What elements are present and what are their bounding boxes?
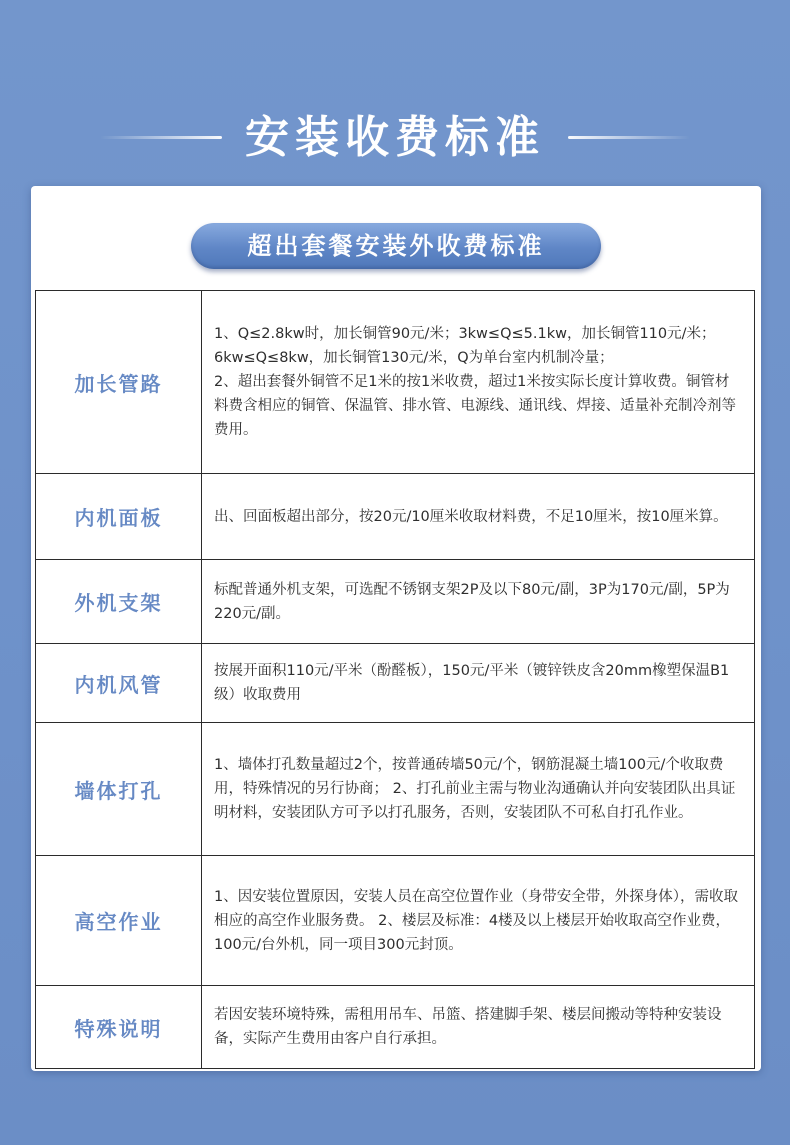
row-label: 内机风管 xyxy=(36,644,202,723)
row-content: 若因安装环境特殊，需租用吊车、吊篮、搭建脚手架、楼层间搬动等特种安装设备，实际产生费用由客户自行承担。 xyxy=(202,986,755,1069)
table-row xyxy=(36,560,755,644)
fee-card xyxy=(31,186,761,1071)
row-label: 特殊说明 xyxy=(36,986,202,1069)
row-content: 出、回面板超出部分，按20元/10厘米收取材料费，不足10厘米，按10厘米算。 xyxy=(202,474,755,560)
row-content: 1、Q≤2.8kw时，加长铜管90元/米；3kw≤Q≤5.1kw，加长铜管110元/米；6kw≤Q≤8kw，加长铜管130元/米，Q为单台室内机制冷量； 2、超出套餐外铜管不足1米的按1米收费，超过1米按实际长度计算收费。铜管材料费含相应的铜管、保温管、排水管、电源线、通讯线、焊接、适量补充制冷剂等费用。 xyxy=(202,291,755,474)
fee-table xyxy=(35,290,755,1069)
row-label: 墙体打孔 xyxy=(36,723,202,856)
table-row xyxy=(36,723,755,856)
row-label: 高空作业 xyxy=(36,856,202,986)
row-content: 1、墙体打孔数量超过2个，按普通砖墙50元/个，钢筋混凝土墙100元/个收取费用，特殊情况的另行协商； 2、打孔前业主需与物业沟通确认并向安装团队出具证明材料，安装团队方可予以打孔服务，否则，安装团队不可私自打孔作业。 xyxy=(202,723,755,856)
page-title: 安装收费标准 xyxy=(245,112,545,163)
row-label: 加长管路 xyxy=(36,291,202,474)
row-label: 内机面板 xyxy=(36,474,202,560)
row-content: 1、因安装位置原因，安装人员在高空位置作业（身带安全带，外探身体），需收取相应的高空作业服务费。 2、楼层及标准：4楼及以上楼层开始收取高空作业费，100元/台外机，同一项目300元封顶。 xyxy=(202,856,755,986)
section-subtitle: 超出套餐安装外收费标准 xyxy=(191,223,601,269)
table-row xyxy=(36,986,755,1069)
table-row xyxy=(36,291,755,474)
row-content: 标配普通外机支架，可选配不锈钢支架2P及以下80元/副，3P为170元/副，5P为220元/副。 xyxy=(202,560,755,644)
table-row xyxy=(36,644,755,723)
row-content: 按展开面积110元/平米（酚醛板），150元/平米（镀锌铁皮含20mm橡塑保温B1级）收取费用 xyxy=(202,644,755,723)
table-row xyxy=(36,856,755,986)
title-decoration-right xyxy=(568,136,690,139)
table-row xyxy=(36,474,755,560)
row-label: 外机支架 xyxy=(36,560,202,644)
page-header xyxy=(0,100,790,180)
